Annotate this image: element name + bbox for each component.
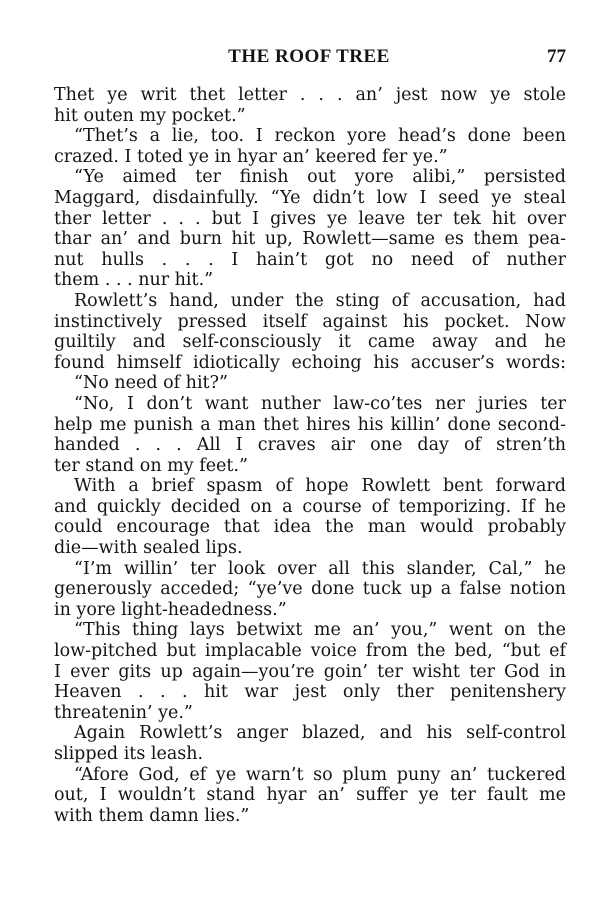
- text-line: found himself idiotically echoing his accuser’s words:: [54, 352, 566, 373]
- text-line: “No, I don’t want nuther law-co’tes ner juries ter: [74, 393, 566, 414]
- text-line: I ever gits up again—you’re goin’ ter wisht ter God in: [54, 661, 566, 682]
- text-line: and quickly decided on a course of temporizing. If he: [54, 496, 566, 517]
- text-line: Thet ye writ thet letter . . . an’ jest now ye stole: [54, 85, 566, 105]
- text-line: in yore light-headedness.”: [54, 599, 287, 620]
- text-line: ther letter . . . but I gives ye leave ter tek hit over: [54, 208, 566, 229]
- running-title: THE ROOF TREE: [228, 46, 390, 67]
- text-line: nut hulls . . . I hain’t got no need of nuther: [54, 249, 566, 270]
- text-line: With a brief spasm of hope Rowlett bent forward: [74, 476, 566, 497]
- text-line: with them damn lies.”: [54, 805, 250, 826]
- text-line: low-pitched but implacable voice from the bed, “but ef: [54, 641, 566, 662]
- text-line: “Thet’s a lie, too. I reckon yore head’s done been: [74, 126, 566, 147]
- text-line: guiltily and self-consciously it came away and he: [54, 332, 566, 353]
- running-head: [52, 46, 566, 70]
- text-line: “This thing lays betwixt me an’ you,” went on the: [74, 620, 566, 641]
- text-line: crazed. I toted ye in hyar an’ keered fer ye.”: [54, 146, 448, 167]
- text-line: “Ye aimed ter finish out yore alibi,” persisted: [74, 167, 566, 188]
- text-line: instinctively pressed itself against his pocket. Now: [54, 311, 566, 332]
- text-line: threatenin’ ye.”: [54, 702, 193, 723]
- text-line: die—with sealed lips.: [54, 538, 243, 559]
- text-line: thar an’ and burn hit up, Rowlett—same es them pea-: [54, 229, 566, 250]
- body-text: [54, 85, 566, 826]
- text-line: Heaven . . . hit war jest only ther penitenshery: [54, 682, 566, 703]
- text-line: “No need of hit?”: [74, 373, 228, 394]
- text-line: out, I wouldn’t stand hyar an’ suffer ye ter fault me: [54, 785, 566, 806]
- text-line: Maggard, disdainfully. “Ye didn’t low I seed ye steal: [54, 187, 566, 208]
- text-line: them . . . nur hit.”: [54, 270, 214, 291]
- text-line: hit outen my pocket.”: [54, 105, 246, 126]
- page-number: 77: [547, 46, 566, 67]
- text-line: “Afore God, ef ye warn’t so plum puny an’ tuckered: [74, 764, 566, 785]
- text-line: slipped its leash.: [54, 744, 204, 764]
- text-line: handed . . . All I craves air one day of stren’th: [54, 435, 566, 456]
- text-line: “I’m willin’ ter look over all this slander, Cal,” he: [74, 558, 566, 579]
- text-line: Again Rowlett’s anger blazed, and his self-control: [74, 723, 566, 744]
- text-line: generously acceded; “ye’ve done tuck up a false notion: [54, 579, 566, 600]
- text-line: Rowlett’s hand, under the sting of accusation, had: [74, 290, 566, 311]
- text-line: could encourage that idea the man would probably: [54, 517, 566, 538]
- text-line: help me punish a man thet hires his killin’ done second-: [54, 414, 566, 435]
- text-line: ter stand on my feet.”: [54, 455, 248, 476]
